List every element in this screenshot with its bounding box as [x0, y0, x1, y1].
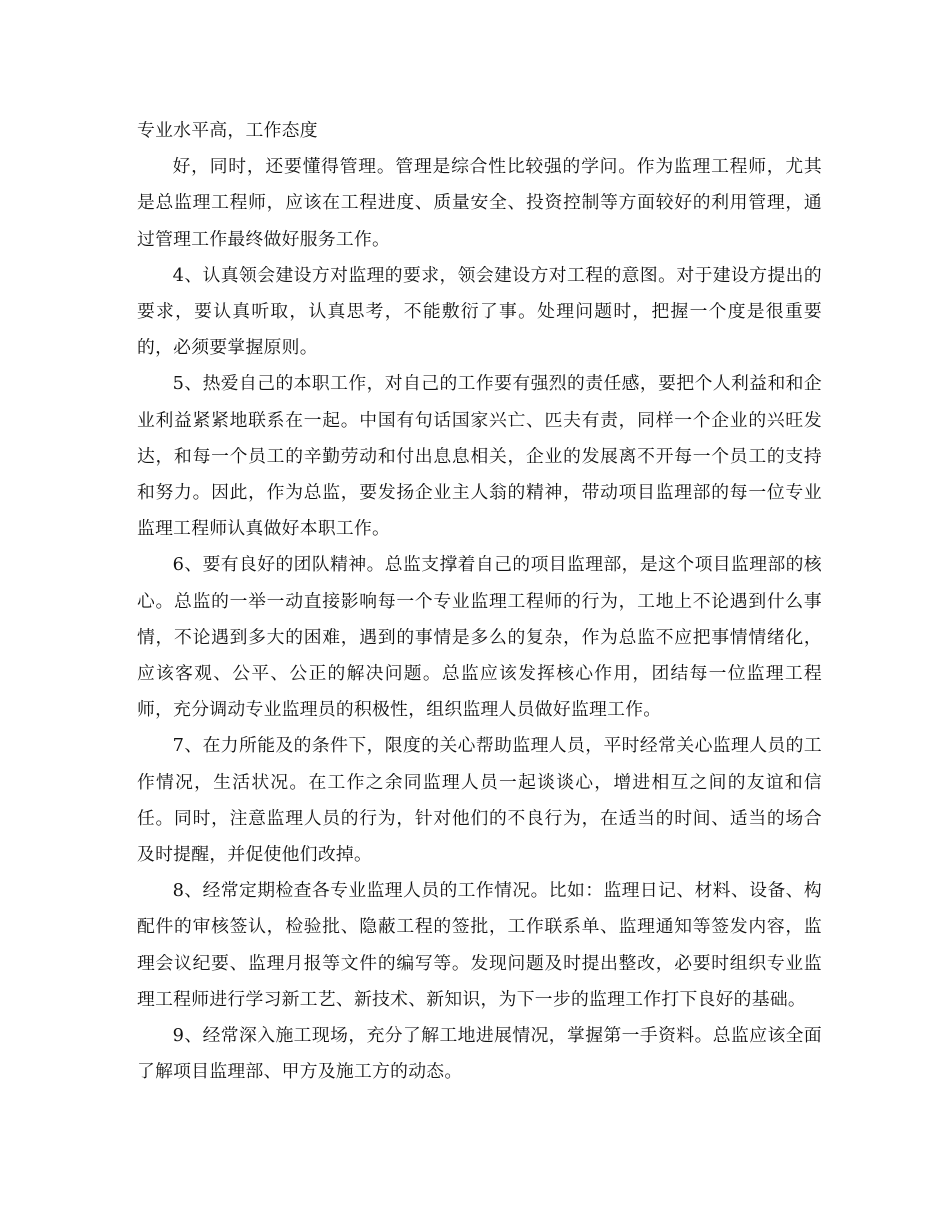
paragraph-2: 4、认真领会建设方对监理的要求，领会建设方对工程的意图。对于建设方提出的要求，要认真听取，认真思考，不能敷衍了事。处理问题时，把握一个度是很重要的，必须要掌握原则。: [137, 264, 822, 359]
document-body: [137, 113, 822, 1090]
paragraph-7: 9、经常深入施工现场，充分了解工地进展情况，掌握第一手资料。总监应该全面了解项目监理部、甲方及施工方的动态。: [137, 1025, 822, 1083]
paragraph-5: 7、在力所能及的条件下，限度的关心帮助监理人员，平时经常关心监理人员的工作情况，生活状况。在工作之余同监理人员一起谈谈心，增进相互之间的友谊和信任。同时，注意监理人员的行为，针对他们的不良行为，在适当的时间、适当的场合及时提醒，并促使他们改掉。: [137, 735, 822, 866]
opening-line: 专业水平高，工作态度: [137, 120, 318, 141]
paragraph-1: 好，同时，还要懂得管理。管理是综合性比较强的学问。作为监理工程师，尤其是总监理工程师，应该在工程进度、质量安全、投资控制等方面较好的利用管理，通过管理工作最终做好服务工作。: [137, 156, 822, 250]
paragraph-6: 8、经常定期检查各专业监理人员的工作情况。比如：监理日记、材料、设备、构配件的审核签认，检验批、隐蔽工程的签批，工作联系单、监理通知等签发内容，监理会议纪要、监理月报等文件的编写等。发现问题及时提出整改，必要时组织专业监理工程师进行学习新工艺、新技术、新知识，为下一步的监理工作打下良好的基础。: [137, 880, 822, 1010]
paragraph-3: 5、热爱自己的本职工作，对自己的工作要有强烈的责任感，要把个人利益和和企业利益紧紧地联系在一起。中国有句话国家兴亡、匹夫有责，同样一个企业的兴旺发达，和每一个员工的辛勤劳动和付出息息相关，企业的发展离不开每一个员工的支持和努力。因此，作为总监，要发扬企业主人翁的精神，带动项目监理部的每一位专业监理工程师认真做好本职工作。: [137, 373, 822, 540]
paragraph-4: 6、要有良好的团队精神。总监支撑着自己的项目监理部，是这个项目监理部的核心。总监的一举一动直接影响每一个专业监理工程师的行为，工地上不论遇到什么事情，不论遇到多大的困难，遇到的事情是多么的复杂，作为总监不应把事情情绪化，应该客观、公平、公正的解决问题。总监应该发挥核心作用，团结每一位监理工程师，充分调动专业监理员的积极性，组织监理人员做好监理工作。: [137, 554, 822, 721]
